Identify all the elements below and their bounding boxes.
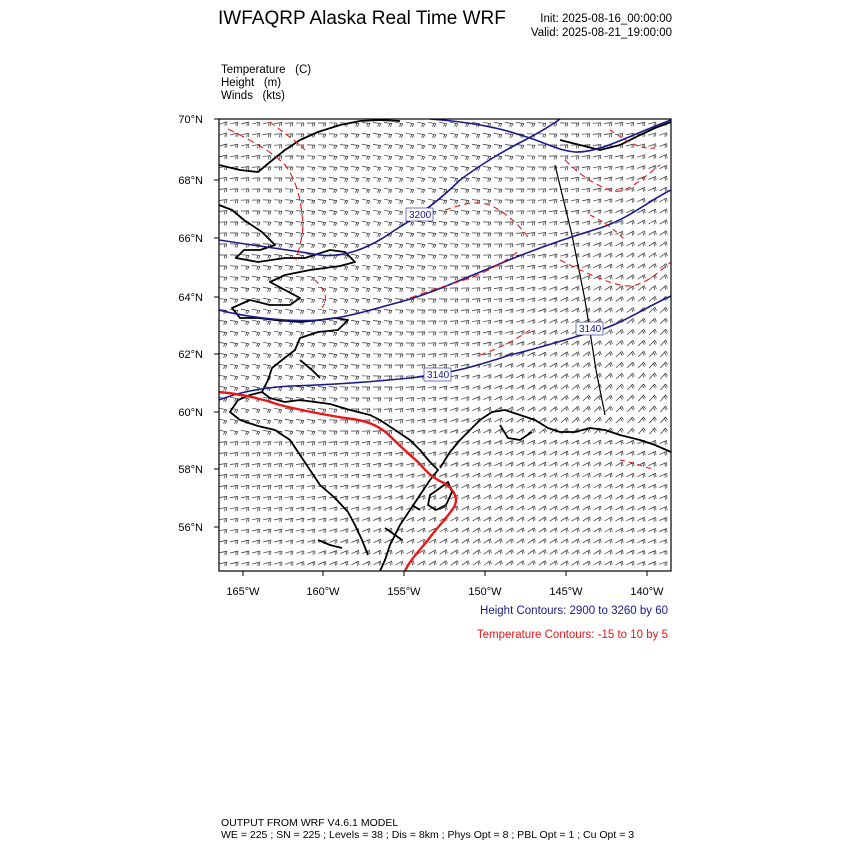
lat-label-64: 64°N [178, 292, 203, 304]
height-legend: Height Contours: 2900 to 3260 by 60 [480, 605, 668, 617]
lat-label-66: 66°N [178, 233, 203, 245]
map-title: IWFAQRP Alaska Real Time WRF [218, 8, 506, 29]
height-label-3200: 3200 [409, 210, 432, 221]
model-info-line1: OUTPUT FROM WRF V4.6.1 MODEL [221, 817, 399, 829]
init-time: Init: 2025-08-16_00:00:00 [540, 13, 672, 25]
lon-label-160: 160°W [306, 586, 340, 598]
model-info-line2: WE = 225 ; SN = 225 ; Levels = 38 ; Dis = 8km ; Phys Opt = 8 ; PBL Opt = 1 ; Cu Opt = 3 [221, 829, 635, 841]
field-temperature: Temperature (C) [221, 64, 312, 76]
valid-time: Valid: 2025-08-21_19:00:00 [530, 27, 672, 39]
lon-label-155: 155°W [387, 586, 421, 598]
field-winds: Winds (kts) [221, 90, 285, 102]
height-label-3140-b: 3140 [579, 324, 602, 335]
lon-label-165: 165°W [226, 586, 260, 598]
latitude-labels [178, 114, 203, 534]
lat-label-70: 70°N [178, 114, 203, 126]
lat-label-68: 68°N [178, 175, 203, 187]
height-label-3140-a: 3140 [427, 370, 450, 381]
lon-label-145: 145°W [549, 586, 583, 598]
model-info [221, 817, 634, 841]
lat-label-60: 60°N [178, 407, 203, 419]
lon-label-140: 140°W [630, 586, 664, 598]
lat-label-56: 56°N [178, 522, 203, 534]
temperature-legend: Temperature Contours: -15 to 10 by 5 [476, 629, 668, 641]
lat-label-62: 62°N [178, 349, 203, 361]
lat-label-58: 58°N [178, 464, 203, 476]
field-height: Height (m) [221, 77, 282, 89]
lon-label-150: 150°W [468, 586, 502, 598]
longitude-labels [226, 586, 664, 598]
